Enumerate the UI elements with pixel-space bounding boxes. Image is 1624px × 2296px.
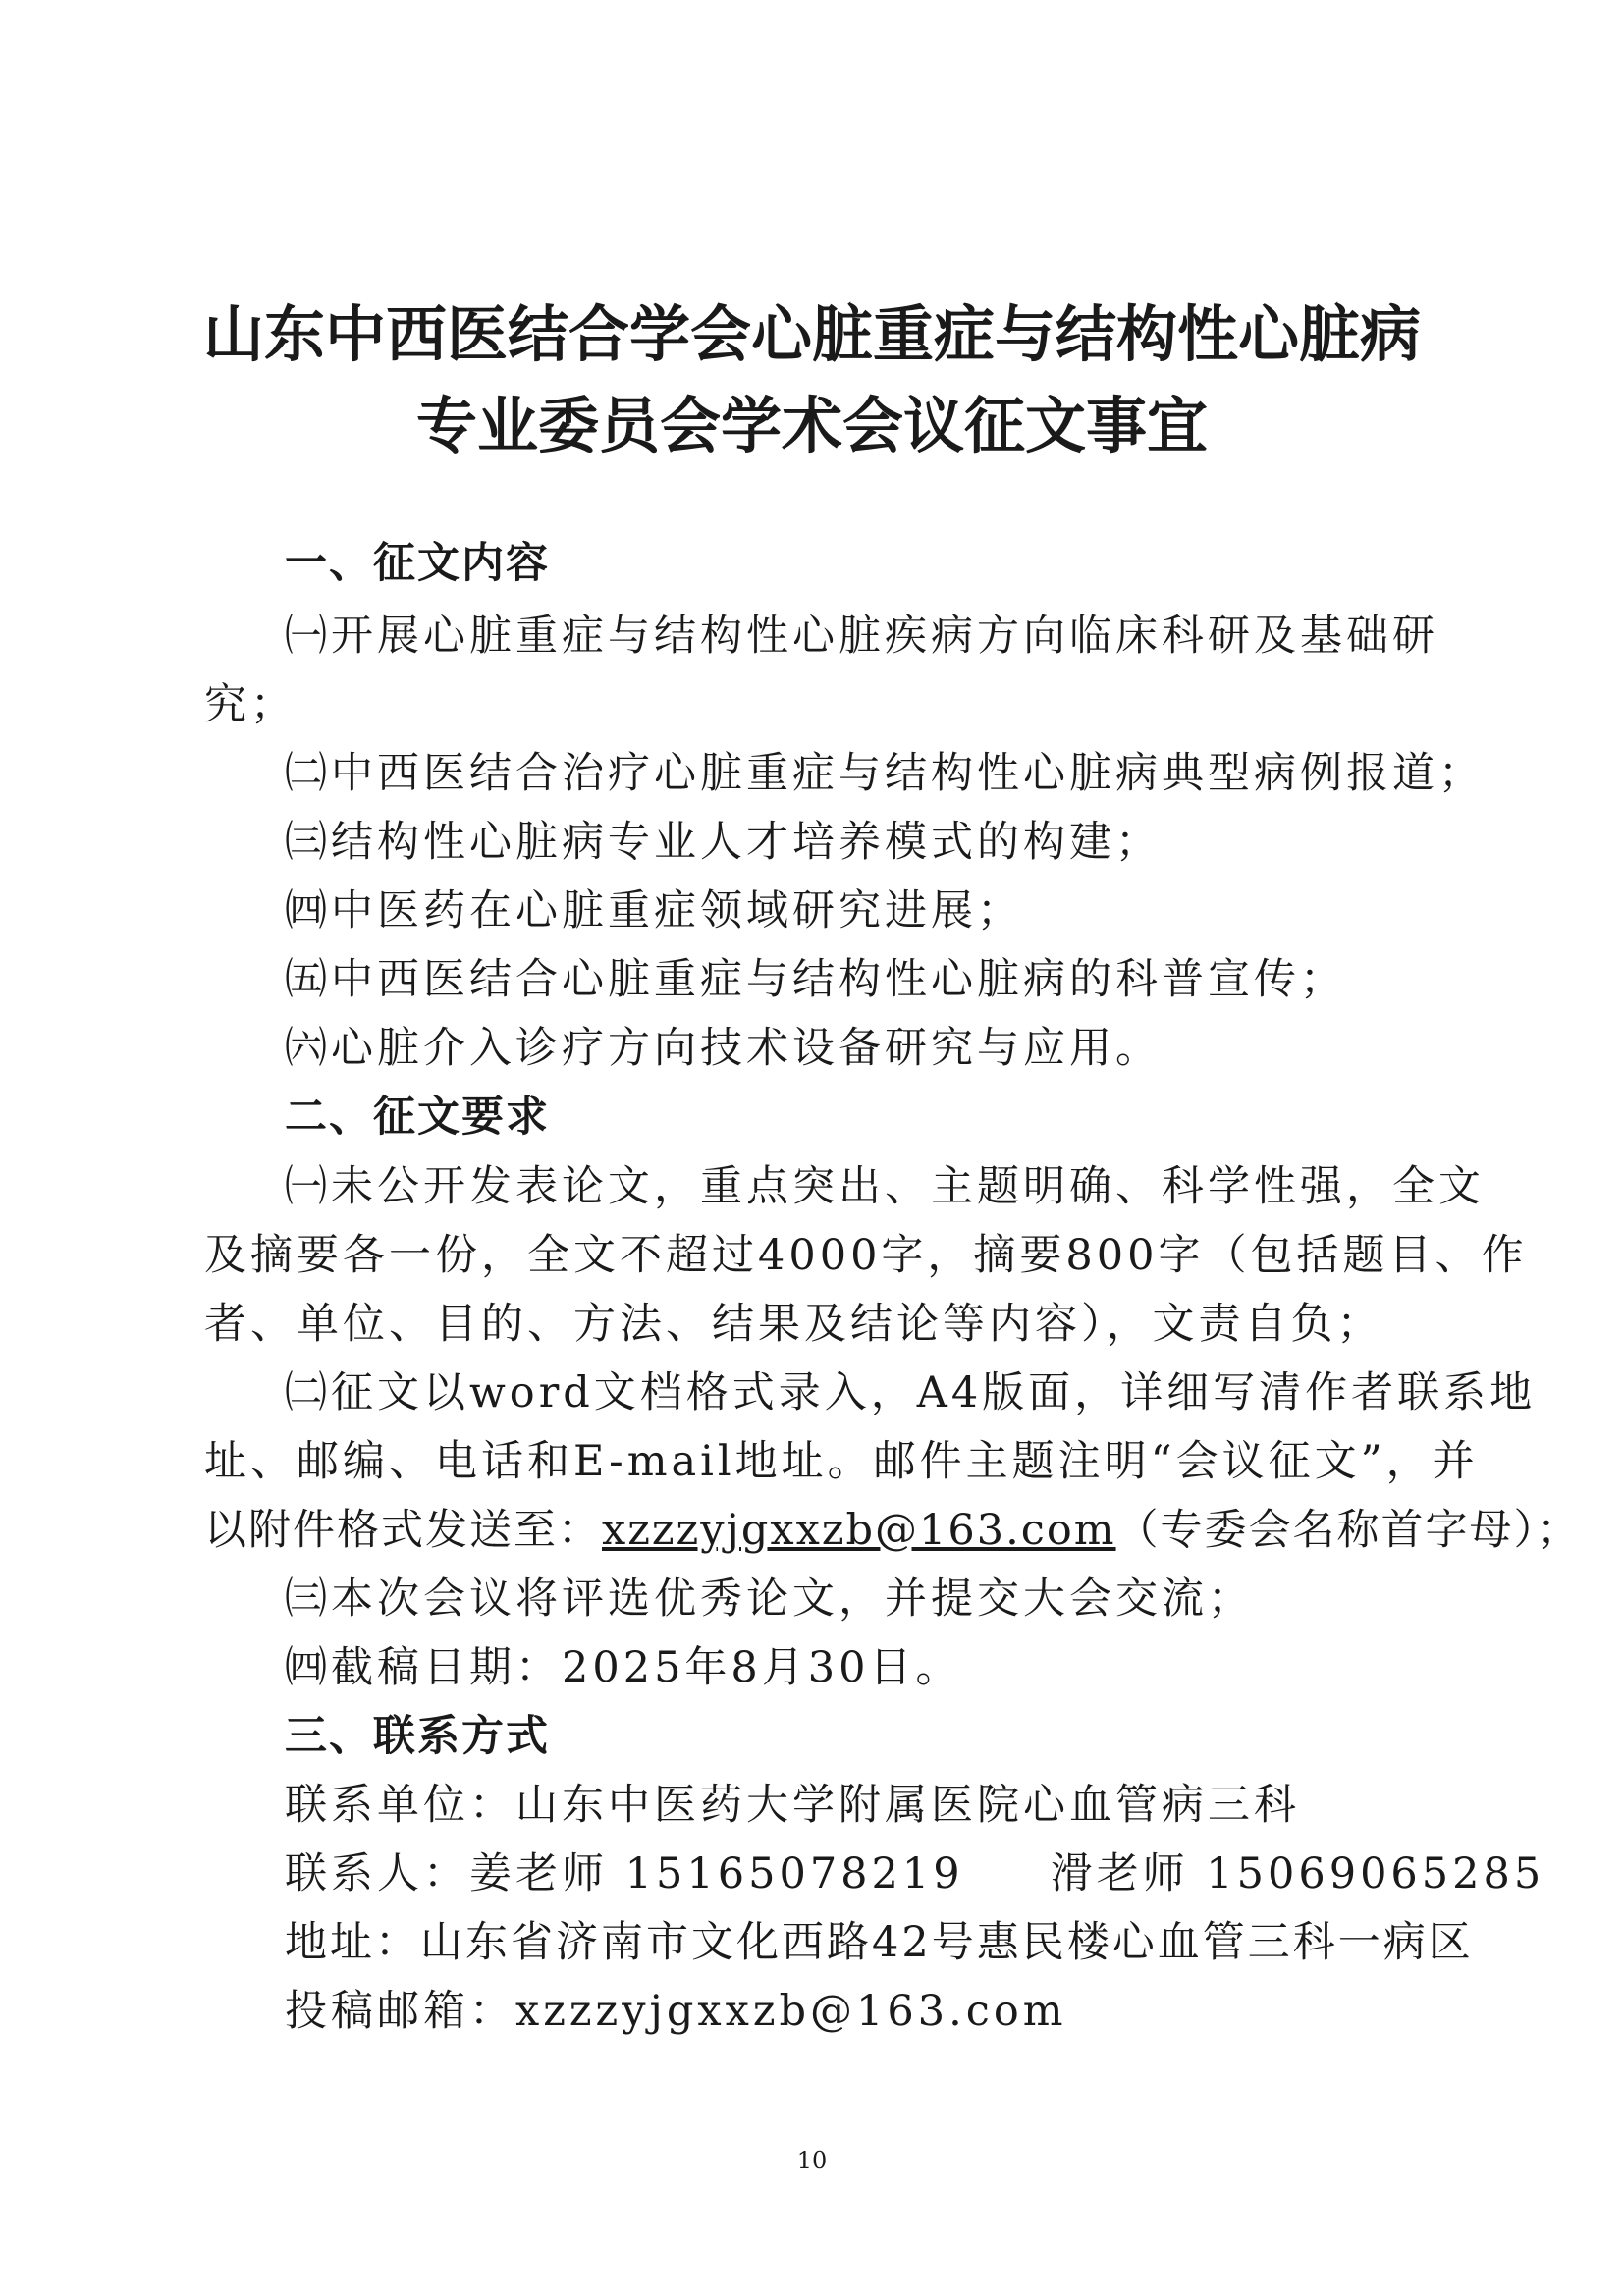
contact-email: 投稿邮箱：xzzzyjgxxzb@163.com <box>285 1987 1067 2036</box>
content-item-3: ㈢结构性心脏病专业人才培养模式的构建； <box>285 818 1162 867</box>
content-item-1-line-2: 究； <box>204 680 297 729</box>
requirement-3: ㈢本次会议将评选优秀论文，并提交大会交流； <box>285 1575 1254 1624</box>
content-item-5: ㈤中西医结合心脏重症与结构性心脏病的科普宣传； <box>285 955 1346 1004</box>
requirement-1-line-2: 及摘要各一份，全文不超过4000字，摘要800字（包括题目、作 <box>204 1231 1528 1280</box>
content-item-6: ㈥心脏介入诊疗方向技术设备研究与应用。 <box>285 1024 1162 1073</box>
contact-persons <box>285 1849 1545 1898</box>
document-title-line-1: 山东中西医结合学会心脏重症与结构性心脏病 <box>202 298 1421 370</box>
section-heading-contact: 三、联系方式 <box>285 1712 550 1761</box>
requirement-2-line-1: ㈡征文以word文档格式录入，A4版面，详细写清作者联系地 <box>285 1368 1537 1417</box>
page-number: 10 <box>796 2147 828 2174</box>
content-item-1-line-1: ㈠开展心脏重症与结构性心脏疾病方向临床科研及基础研 <box>285 612 1438 661</box>
section-heading-requirements: 二、征文要求 <box>285 1093 550 1142</box>
contact-person-2: 滑老师 15069065285 <box>1050 1849 1545 1898</box>
content-item-4: ㈣中医药在心脏重症领域研究进展； <box>285 886 1023 935</box>
requirement-4-deadline: ㈣截稿日期：2025年8月30日。 <box>285 1643 962 1692</box>
contact-address: 地址：山东省济南市文化西路42号惠民楼心血管三科一病区 <box>285 1918 1474 1967</box>
requirement-2-line-2: 址、邮编、电话和E-mail地址。邮件主题注明“会议征文”，并 <box>204 1437 1479 1486</box>
requirement-2-line-3 <box>204 1506 1582 1555</box>
section-heading-content: 一、征文内容 <box>285 539 550 588</box>
requirement-2-line-3-prefix: 以附件格式发送至： <box>204 1506 602 1555</box>
requirement-1-line-3: 者、单位、目的、方法、结果及结论等内容），文责自负； <box>204 1300 1383 1349</box>
contact-unit: 联系单位：山东中医药大学附属医院心血管病三科 <box>285 1781 1300 1830</box>
submission-email-link[interactable]: xzzzyjgxxzb@163.com <box>602 1506 1116 1555</box>
requirement-1-line-1: ㈠未公开发表论文，重点突出、主题明确、科学性强，全文 <box>285 1162 1485 1211</box>
content-item-2: ㈡中西医结合治疗心脏重症与结构性心脏病典型病例报道； <box>285 749 1485 798</box>
contact-person-1: 联系人：姜老师 15165078219 <box>285 1849 964 1898</box>
requirement-2-line-3-suffix: （专委会名称首字母）； <box>1115 1506 1582 1555</box>
document-title-line-2: 专业委员会学术会议征文事宜 <box>415 390 1208 461</box>
